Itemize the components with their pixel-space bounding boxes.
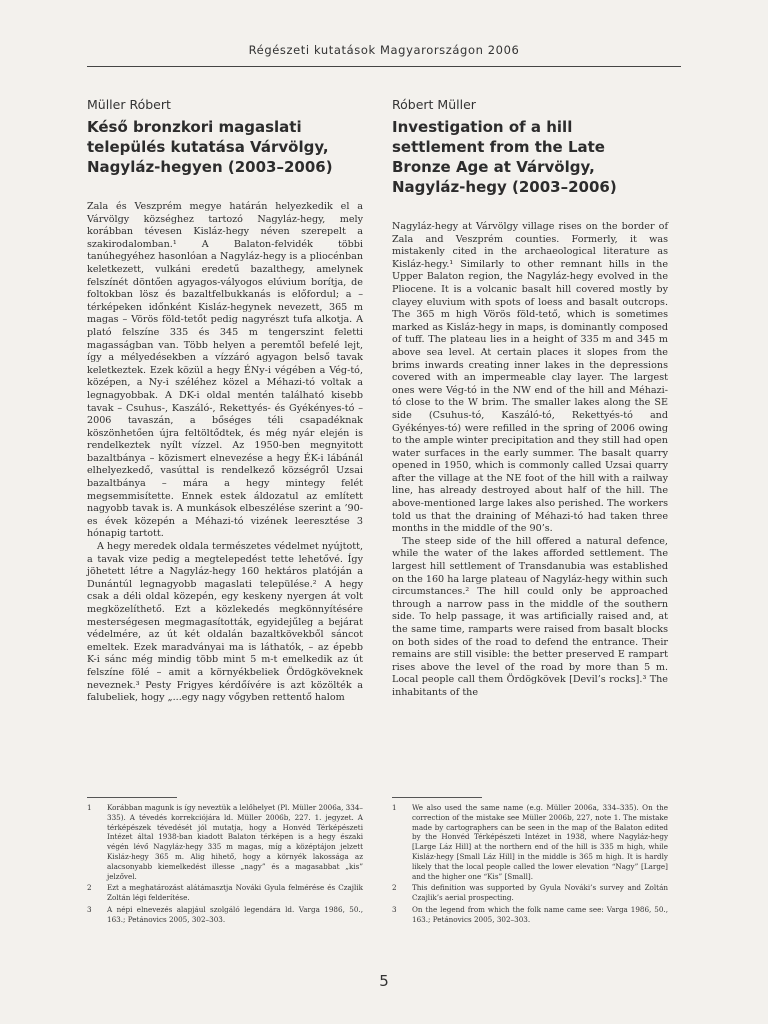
footnote-text: Korábban magunk is így neveztük a lelőhelyet (Pl. Müller 2006a, 334–335). A tévedés korrekciójára ld. Müller 2006b, 227. 1. jegyzet. A térképészek tévedését jól mutatja, hogy a Honvéd Térképészeti Intézet által 1938-ban kiadott Balaton térképen is a hegy északi végén lévő Nagyláz-hegy 335 m magas, míg a középtájon jelzett Kisláz-hegy 365 m. Alig hihető, hogy a környék lakossága az alacsonyabb kiemelkedést illesse „nagy” és a magasabbat „kis” jelzővel. [107, 803, 363, 881]
footnote [87, 905, 363, 925]
hungarian-paragraph: Zala és Veszprém megye határán helyezkedik el a Várvölgy községhez tartozó Nagyláz-hegy, mely korábban tévesen Kisláz-hegy néven szerepelt a szakirodalomban.¹ A Balaton-felvidék többi tanúhegyéhez hasonlóan a Nagyláz-hegy is a pliocénban keletkezett, vulkáni eredetű bazalthegy, amelynek felszínét döntően agyagos-vályogos elúvium borítja, de foltokban lösz és bazaltfelbukkanás is előfordul; a – térképeken időnként Kisláz-hegynek nevezett, 365 m magas – Vörös föld-tetőt pedig nagyrészt tufa alkotja. A plató felszíne 335 és 345 m tengerszint feletti magasságban van. Több helyen a peremtől befelé lejt, így a mélyedésekben a vízzáró agyagon belső tavak keletkeztek. Ezek közül a hegy ÉNy-i végében a Vég-tó, középen, a Ny-i széléhez közel a Méhazi-tó voltak a legnagyobbak. A DK-i oldal mentén található kisebb tavak – Csuhus-, Kaszáló-, Rekettyés- és Gyékényes-tó – 2006 tavaszán, a bőséges téli csapadéknak köszönhetően újra feltöltődtek, és még nyár elején is rendelkeztek nyílt vízzel. Az 1950-ben megnyitott bazaltbánya – közismert elnevezése a hegy ÉK-i lábánál elhelyezkedő, vasúttal is rendelkező községről Uzsai bazaltbánya – mára a hegy mintegy felét megsemmisítette. Ennek estek áldozatul az említett nagyobb tavak is. A munkások elbeszélése szerint a ’90-es évek közepén a Méhazi-tó vizének leeresztése 3 hónapig tartott. [87, 201, 363, 540]
header-rule [87, 66, 681, 67]
english-paragraph: Nagyláz-hegy at Várvölgy village rises on the border of Zala and Veszprém counties. Formerly, it was mistakenly cited in the archaeological literature as Kisláz-hegy.¹ Similarly to other remnant hills in the Upper Balaton region, the Nagyláz-hegy evolved in the Pliocene. It is a volcanic basalt hill covered mostly by clayey eluvium with spots of loess and basalt outcrops. The 365 m high Vörös föld-tető, which is sometimes marked as Kisláz-hegy in maps, is dominantly composed of tuff. The plateau lies in a height of 335 m and 345 m above sea level. At certain places it slopes from the brims inwards creating inner lakes in the depressions covered with an impermeable clay layer. The largest ones were Vég-tó in the NW end of the hill and Méhazi-tó close to the W brim. The smaller lakes along the SE side (Csuhus-tó, Kaszáló-tó, Rekettyés-tó and Gyékényes-tó) were refilled in the spring of 2006 owing to the ample winter precipitation and they still had open water surfaces in the early summer. The basalt quarry opened in 1950, which is commonly called Uzsai quarry after the village at the NE foot of the hill with a railway line, has already destroyed about half of the hill. The above-mentioned large lakes also perished. The workers told us that the draining of Méhazi-tó had taken three months in the middle of the 90’s. [392, 221, 668, 535]
footnote [392, 803, 668, 881]
hungarian-body [87, 201, 363, 705]
footnote [87, 883, 363, 903]
footnote-text: On the legend from which the folk name came see: Varga 1986, 50., 163.; Petánovics 2005, 302–303. [412, 904, 668, 924]
english-footnotes [392, 803, 668, 927]
footnote-number: 2 [87, 883, 92, 893]
footnote-number: 1 [87, 803, 92, 812]
footnote [87, 803, 363, 881]
footnote-rule [87, 797, 177, 798]
english-author: Róbert Müller [392, 97, 476, 112]
english-body [392, 221, 668, 700]
footnote-rule [392, 797, 482, 798]
hungarian-title: Késő bronzkori magaslati település kutatása Várvölgy, Nagyláz-hegyen (2003–2006) [87, 118, 333, 176]
hungarian-paragraph: A hegy meredek oldala természetes védelmet nyújtott, a tavak vize pedig a megtelepedést tette lehetővé. Így jöhetett létre a Nagyláz-hegy 160 hektáros platóján a Dunántúl legnagyobb magaslati települése.² A hegy csak a déli oldal közepén, egy keskeny nyergen át volt megközelíthető. Ezt a közlekedés megkönnyítésére mesterségesen megmagasították, egyidejűleg a bejárat védelmére, az út két oldalán bazaltkövekből sáncot emeltek. Ezek maradványai ma is láthatók, – az épebb K-i sánc még mindig több mint 5 m-t emelkedik az út felszíne fölé – amit a környékbeliek Ördögköveknek neveznek.³ Pesty Frigyes kérdőívére is azt közölték a falubeliek, hogy „...egy nagy vőgyben rettentő halom [87, 541, 363, 704]
footnote [392, 905, 668, 925]
footnote-number: 3 [87, 904, 92, 914]
english-paragraph: The steep side of the hill offered a natural defence, while the water of the lakes afforded settlement. The largest hill settlement of Transdanubia was established on the 160 ha large plateau of Nagyláz-hegy within such circumstances.² The hill could only be approached through a narrow pass in the middle of the southern side. To help passage, it was artificially raised and, at the same time, ramparts were raised from basalt blocks on both sides of the road to defend the entrance. Their remains are still visible: the better preserved E rampart rises above the level of the road by more than 5 m. Local people call them Ördögkövek [Devil’s rocks].³ The inhabitants of the [392, 535, 668, 698]
footnote-text: We also used the same name (e.g. Müller 2006a, 334–335). On the correction of the mistake see Müller 2006b, 227, note 1. The mistake made by cartographers can be seen in the map of the Balaton edited by the Honvéd Térképészeti Intézet in 1938, where Nagyláz-hegy [Large Láz Hill] at the northern end of the hill is 335 m high, while Kisláz-hegy [Small Láz Hill] in the middle is 365 m high. It is hardly likely that the local people called the lower elevation “Nagy” [Large] and the higher one “Kis” [Small]. [412, 803, 668, 881]
footnote-text: A népi elnevezés alapjául szolgáló legendára ld. Varga 1986, 50., 163.; Petánovics 2005, 302–303. [107, 904, 363, 924]
footnote-number: 3 [392, 904, 397, 914]
footnote [392, 883, 668, 903]
english-column [392, 96, 668, 700]
running-header: Régészeti kutatások Magyarországon 2006 [248, 43, 520, 57]
hungarian-author: Müller Róbert [87, 97, 171, 112]
footnote-number: 2 [392, 883, 397, 893]
hungarian-column [87, 96, 363, 705]
hungarian-footnotes [87, 803, 363, 927]
page-number: 5 [379, 972, 389, 990]
footnote-text: Ezt a meghatározást alátámasztja Nováki Gyula felmérése és Czajlik Zoltán légi felderítése. [107, 883, 363, 903]
footnote-number: 1 [392, 803, 397, 812]
english-title: Investigation of a hill settlement from the Late Bronze Age at Várvölgy, Nagyláz-hegy (2003–2006) [392, 118, 617, 196]
footnote-text: This definition was supported by Gyula Nováki’s survey and Zoltán Czajlik’s aerial prospecting. [412, 883, 668, 903]
